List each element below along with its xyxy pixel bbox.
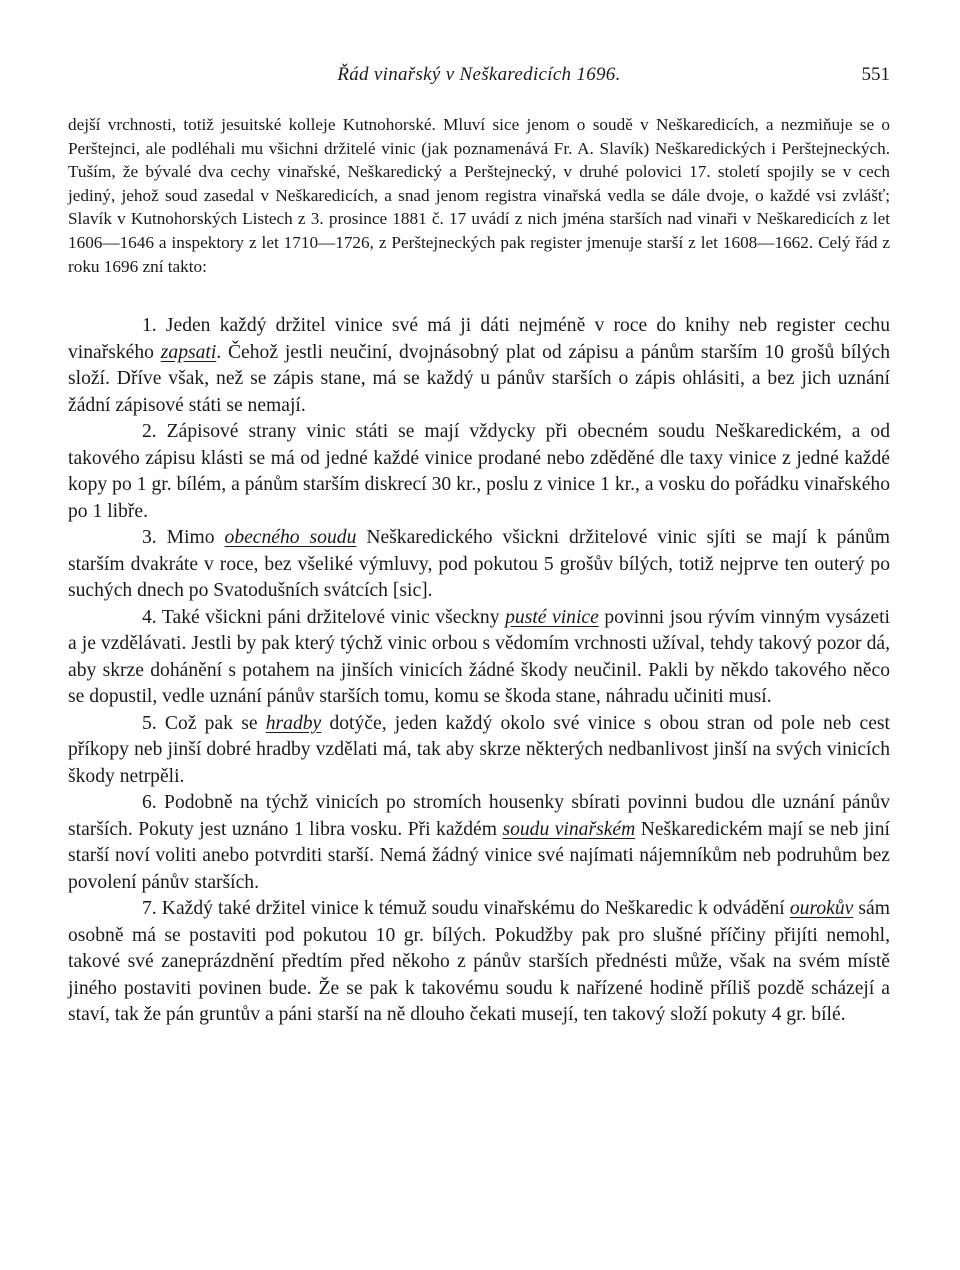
article-6-text-cont: Neškaredickém mají se neb jiní starší noví voliti anebo potvrditi starší. Nemá žádný vinice své najímati nájemníkům neb podruhům bez povolení pánův starších. xyxy=(68,818,890,893)
article-1-emphasis: zapsati xyxy=(160,341,217,363)
article-7-emphasis: ourokův xyxy=(789,898,854,919)
article-3-emphasis: obecného soudu xyxy=(224,527,357,548)
article-1-text-cont: . Čehož jestli neučiní, dvojnásobný plat od zápisu a pánům starším 10 grošů bílých složí. Dříve však, než se zápis stane, má se každý u pánův starších o zápis ohlásiti, a bez jich uznání žádní zápisové státi se nemají. xyxy=(68,341,890,416)
running-title: Řád vinařský v Neškaredicích 1696. xyxy=(337,64,621,85)
article-6-text: 6. Podobně na týchž vinicích po stromích housenky sbírati povinni budou dle uznání pánův starších. Pokuty jest uznáno 1 libra vosku. Při každém xyxy=(68,792,890,840)
article-7 xyxy=(68,896,890,1029)
article-2 xyxy=(68,419,890,525)
article-1 xyxy=(68,313,890,419)
intro-paragraph: dejší vrchnosti, totiž jesuitské kolleje Kutnohorské. Mluví sice jenom o soudě v Neškaredicích, a nezmiňuje se o Perštejnci, ale podléhali mu všichni držitelé vinic (jak poznamenává Fr. A. Slavík) Neškaredických i Perštejneckých. Tuším, že bývalé dva cechy vinařské, Neškaredický a Perštejnecký, v druhé polovici 17. století spojily se v cech jediný, jehož soud zasedal v Neškaredicích, a snad jenom registra vinařská vedla se dále dvoje, o každé vsi zvlášť; Slavík v Kutnohorských Listech z 3. prosince 1881 č. 17 uvádí z nich jména starších nad vinaři v Neškaredicích z let 1606—1646 a inspektory z let 1710—1726, z Perštejneckých pak register jmenuje starší z let 1608—1662. Celý řád z roku 1696 zní takto: xyxy=(68,115,890,276)
ordinance-articles xyxy=(68,313,890,1029)
article-7-text: 7. Každý také držitel vinice k témuž soudu vinařskému do Neškaredic k odvádění xyxy=(142,898,790,919)
running-header xyxy=(68,64,890,90)
article-4 xyxy=(68,605,890,711)
article-5-emphasis: hradby xyxy=(265,712,322,734)
article-2-text: 2. Zápisové strany vinic státi se mají vždycky při obecném soudu Neškaredickém, a od takového zápisu klásti se má od jedné každé vinice prodané nebo zděděné dle taxy vinice z jedné každé kopy po 1 gr. bílém, a pánům starším diskrecí 30 kr., poslu z vinice 1 kr., a vosku do pořádku vinařského po 1 libře. xyxy=(68,421,890,522)
article-6-emphasis: soudu vinařském xyxy=(502,818,636,840)
article-3-text: 3. Mimo xyxy=(142,527,225,548)
article-5-text: 5. Což pak se xyxy=(142,712,266,734)
article-7-text-cont: sám osobně má se postaviti pod pokutou 10 gr. bílých. Pokudžby pak pro slušné příčiny přijíti nemohl, takové své zaneprázdnění předtím před někoho z pánův starších přednésti může, však na svém místě jiného postaviti povinen bude. Že se pak k takovému soudu k nařízené hodině příliš pozdě scházejí a staví, tak že pán gruntův a páni starší na ně dlouho čekati musejí, ten takový složí pokuty 4 gr. bílé. xyxy=(68,898,890,1025)
article-5-text-cont: dotýče, jeden každý okolo své vinice s obou stran od pole neb cest příkopy neb jinší dobré hradby vzdělati má, tak aby skrze některých nedbanlivost jinší na svých vinicích škody netrpěli. xyxy=(68,712,890,787)
article-4-text-cont: povinni jsou rývím vinným vysázeti a je vzdělávati. Jestli by pak který týchž vinic orbou s vědomím vrchnosti užíval, tehdy takový pozor dá, aby skrze dohánění s potahem na jinších vinicích žádné škody neučinil. Pakli by někdo takového něco se dopustil, vedle uznání pánův starších tomu, komu se škoda stane, náhradu učiniti musí. xyxy=(68,606,890,707)
article-1-text: 1. Jeden každý držitel vinice své má ji dáti nejméně v roce do knihy neb register cechu vinařského xyxy=(68,315,890,363)
article-6 xyxy=(68,790,890,896)
intro-note xyxy=(68,113,890,278)
article-3 xyxy=(68,525,890,605)
article-4-text: 4. Také všickni páni držitelové vinic všeckny xyxy=(142,606,506,628)
article-4-emphasis: pusté vinice xyxy=(505,606,599,628)
page-number: 551 xyxy=(861,64,890,85)
article-3-text-cont: Neškaredického všickni držitelové vinic sjíti se mají k pánům starším dvakráte v roce, bez všeliké výmluvy, pod pokutou 5 grošův bílých, totiž nejprve ten outerý po suchých dnech po Svatodušních svátcích [sic]. xyxy=(68,527,890,601)
article-5 xyxy=(68,711,890,791)
